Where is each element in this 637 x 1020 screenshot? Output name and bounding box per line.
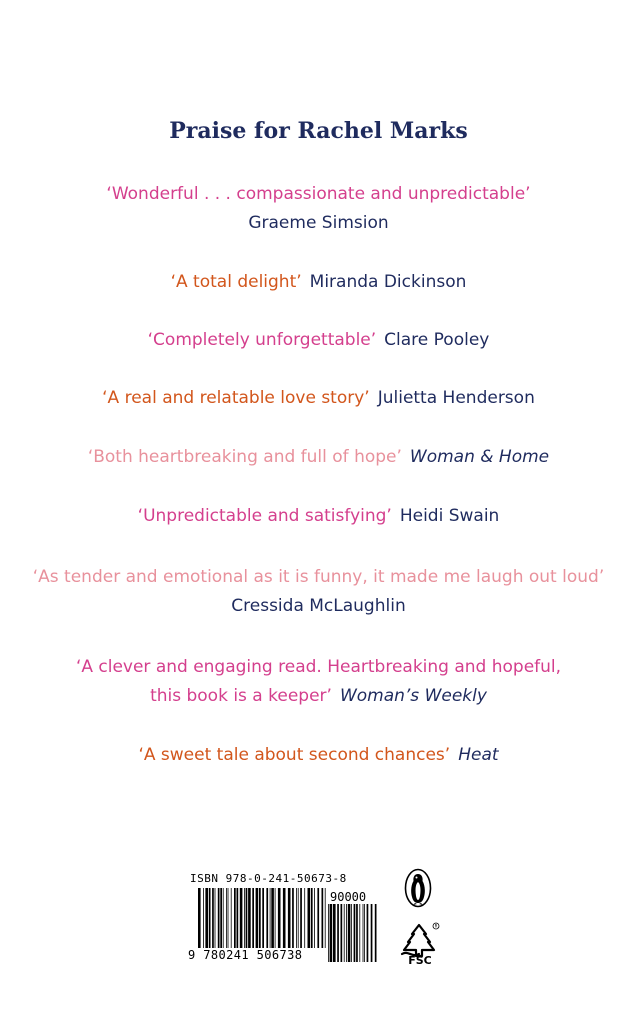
review-julietta-henderson <box>0 384 637 413</box>
barcode-bar <box>203 888 204 948</box>
barcode-bar <box>270 888 271 948</box>
penguin-logo-icon <box>404 868 432 908</box>
barcode-bar <box>359 904 360 962</box>
barcode-bar <box>278 888 281 948</box>
isbn-digits: 9 780241 506738 <box>188 948 303 962</box>
barcode-bar <box>298 888 299 948</box>
review-woman-and-home <box>0 443 637 472</box>
barcode-bar <box>375 904 377 962</box>
review-quote-line-2: this book is a keeper’ <box>150 686 332 706</box>
barcode-bar <box>240 888 243 948</box>
barcode-bar <box>288 888 291 948</box>
review-heidi-swain <box>0 502 637 531</box>
barcode-bar <box>234 888 236 948</box>
barcode-bar <box>296 888 297 948</box>
review-quote: ‘A sweet tale about second chances’ <box>138 745 451 765</box>
review-heat <box>0 741 637 770</box>
review-author: Woman’s Weekly <box>339 686 487 706</box>
review-author: Clare Pooley <box>384 330 490 350</box>
barcode-bar <box>322 888 324 948</box>
review-graeme-simsion <box>0 180 637 238</box>
barcode-bar <box>223 888 224 948</box>
barcode-bar <box>262 888 264 948</box>
barcode-bar <box>226 888 227 948</box>
barcode-bar <box>248 888 251 948</box>
barcode-bar <box>348 904 351 962</box>
barcode-bar <box>314 888 315 948</box>
barcode-bar <box>283 888 286 948</box>
barcode-bar <box>371 904 373 962</box>
barcode-bar <box>354 904 356 962</box>
barcode-bar <box>304 888 305 948</box>
review-author: Heat <box>458 745 499 765</box>
barcode-bar <box>356 904 358 962</box>
barcode-bar <box>228 888 229 948</box>
review-quote: ‘Unpredictable and satisfying’ <box>137 506 392 526</box>
review-miranda-dickinson <box>0 268 637 297</box>
review-cressida-mclaughlin <box>0 563 637 621</box>
fsc-label: FSC <box>408 954 432 967</box>
barcode-bar <box>333 904 336 962</box>
barcode-bar <box>205 888 208 948</box>
barcode-bar <box>311 888 313 948</box>
barcode-bar <box>346 904 347 962</box>
barcode-bar <box>244 888 245 948</box>
barcode-bar <box>325 888 326 948</box>
review-author: Graeme Simsion <box>248 213 389 233</box>
barcode-bars <box>198 888 328 948</box>
barcode-bar <box>344 904 345 962</box>
page-title: Praise for Rachel Marks <box>169 118 468 144</box>
barcode-bar <box>363 904 364 962</box>
barcode-bar <box>364 904 365 962</box>
barcode-bar <box>237 888 239 948</box>
barcode-bar <box>275 888 276 948</box>
barcode-bar <box>337 904 339 962</box>
isbn-label: ISBN 978-0-241-50673-8 <box>190 872 347 885</box>
barcode-bar <box>328 904 329 962</box>
barcode-bar <box>246 888 248 948</box>
review-clare-pooley <box>0 326 637 355</box>
review-author: Woman & Home <box>409 447 550 467</box>
review-quote: ‘Both heartbreaking and full of hope’ <box>87 447 402 467</box>
review-author: Julietta Henderson <box>377 388 535 408</box>
barcode-bar <box>231 888 232 948</box>
barcode-bar <box>212 888 214 948</box>
barcode-bar <box>330 904 333 962</box>
price-code: 90000 <box>330 890 367 904</box>
barcode-bar <box>215 888 216 948</box>
barcode-bar <box>252 888 254 948</box>
svg-text:R: R <box>434 923 438 929</box>
barcode-bar <box>220 888 222 948</box>
addon-barcode-bars <box>328 904 380 962</box>
review-quote: ‘A total delight’ <box>170 272 302 292</box>
review-womans-weekly <box>0 653 637 711</box>
barcode-bar <box>266 888 268 948</box>
barcode-bar <box>351 904 352 962</box>
review-quote: ‘A real and relatable love story’ <box>102 388 370 408</box>
review-author: Heidi Swain <box>399 506 500 526</box>
review-author: Cressida McLaughlin <box>231 596 406 616</box>
barcode-bar <box>256 888 259 948</box>
barcode-bar <box>198 888 201 948</box>
review-quote: ‘As tender and emotional as it is funny, it made me laugh out loud’ <box>32 567 605 587</box>
barcode-bar <box>367 904 369 962</box>
review-quote: ‘Completely unforgettable’ <box>147 330 377 350</box>
barcode-bar <box>317 888 319 948</box>
barcode-bar <box>259 888 261 948</box>
barcode-bar <box>308 888 311 948</box>
barcode-bar <box>292 888 294 948</box>
barcode-bar <box>271 888 274 948</box>
barcode-bar <box>218 888 220 948</box>
barcode-bar <box>341 904 343 962</box>
review-quote-line-1: ‘A clever and engaging read. Heartbreaking and hopeful, <box>75 657 562 677</box>
barcode-bar <box>209 888 211 948</box>
review-author: Miranda Dickinson <box>309 272 467 292</box>
barcode-bar <box>300 888 302 948</box>
review-quote: ‘Wonderful . . . compassionate and unpredictable’ <box>106 184 531 204</box>
